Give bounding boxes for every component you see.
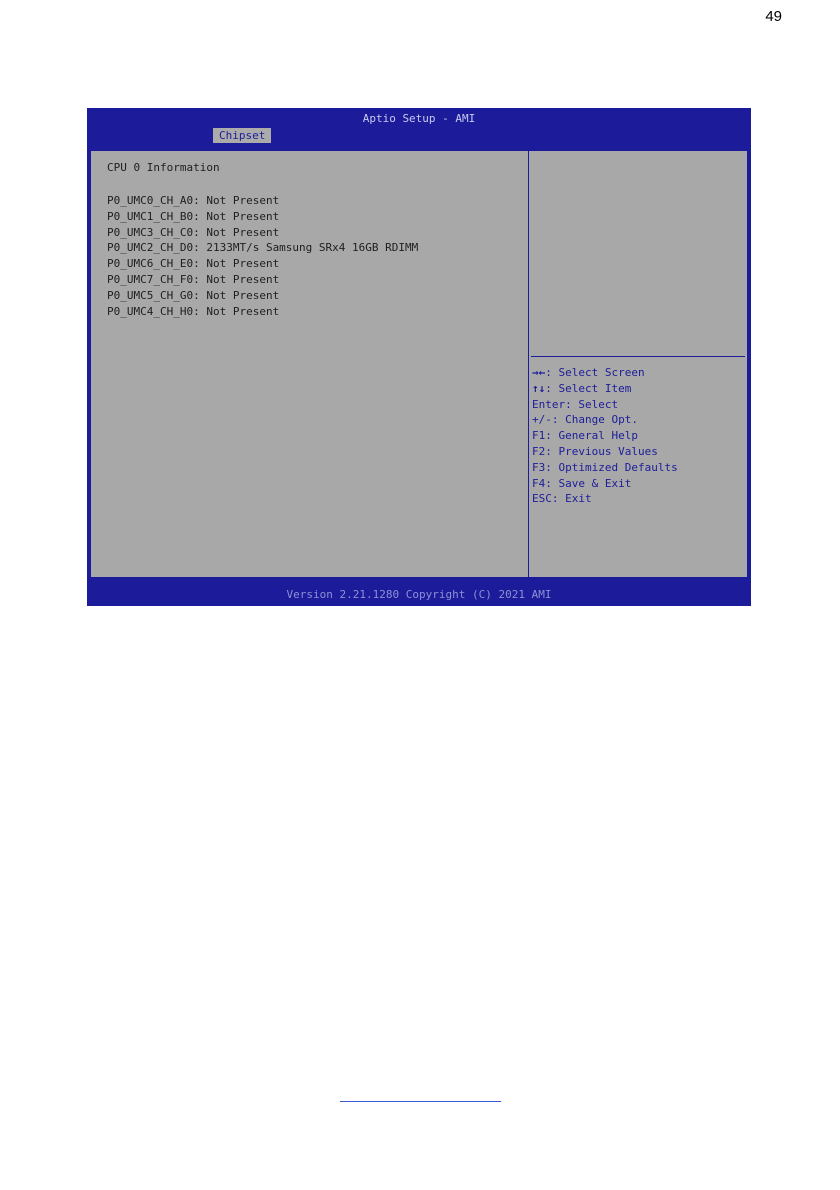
- key-help-list: [532, 365, 678, 507]
- dimm-row-e0: P0_UMC6_CH_E0: Not Present: [107, 257, 280, 271]
- bios-title: Aptio Setup - AMI: [362, 112, 476, 125]
- page-number: 49: [765, 8, 782, 25]
- key-help-desc: : Select Item: [545, 381, 632, 395]
- dimm-row-f0: P0_UMC7_CH_F0: Not Present: [107, 272, 280, 286]
- help-divider: [531, 356, 745, 357]
- key-label: F1: [532, 429, 546, 443]
- key-help-desc: : Save & Exit: [545, 476, 632, 490]
- dimm-row-b0: P0_UMC1_CH_B0: Not Present: [107, 209, 280, 223]
- key-help-desc: : Previous Values: [545, 444, 658, 458]
- version-footer: Version 2.21.1280 Copyright (C) 2021 AMI: [286, 588, 552, 601]
- main-pane: [91, 151, 529, 577]
- key-help-select-screen: [532, 365, 678, 381]
- section-title: CPU 0 Information: [107, 161, 220, 174]
- dimm-row-a0: P0_UMC0_CH_A0: Not Present: [107, 194, 280, 207]
- key-help-f2: [532, 444, 678, 460]
- key-help-enter: [532, 397, 678, 413]
- dimm-row-g0: P0_UMC5_CH_G0: Not Present: [107, 288, 280, 302]
- key-help-desc: : Exit: [551, 492, 592, 506]
- help-pane: [529, 151, 747, 577]
- key-help-esc: [532, 491, 678, 507]
- arrows-left-right-icon: →←: [532, 366, 546, 379]
- dimm-info-list: [107, 193, 418, 319]
- key-help-f4: [532, 476, 678, 492]
- key-label: Enter: [532, 397, 566, 411]
- key-help-change-opt: [532, 412, 678, 428]
- bios-setup-screen: [87, 108, 751, 606]
- key-help-f1: [532, 428, 678, 444]
- arrows-up-down-icon: ↑↓: [532, 381, 546, 395]
- key-help-desc: : Select Screen: [545, 366, 645, 379]
- key-label: F3: [532, 460, 546, 474]
- footer-link-underline[interactable]: [340, 1101, 501, 1102]
- key-label: +/-: [532, 413, 552, 427]
- key-help-f3: [532, 460, 678, 476]
- key-help-select-item: [532, 381, 678, 397]
- key-label: F2: [532, 444, 546, 458]
- key-help-desc: : Select: [565, 397, 619, 411]
- content-panel: [90, 150, 748, 578]
- key-help-desc: : General Help: [545, 429, 638, 443]
- dimm-row-d0: P0_UMC2_CH_D0: 2133MT/s Samsung SRx4 16GB RDIMM: [107, 241, 419, 255]
- key-label: F4: [532, 476, 546, 490]
- key-help-desc: : Optimized Defaults: [545, 460, 678, 474]
- key-help-desc: : Change Opt.: [551, 413, 638, 427]
- dimm-row-c0: P0_UMC3_CH_C0: Not Present: [107, 225, 280, 239]
- key-label: ESC: [532, 492, 552, 506]
- dimm-row-h0: P0_UMC4_CH_H0: Not Present: [107, 304, 280, 318]
- tab-chipset[interactable]: Chipset: [213, 128, 271, 143]
